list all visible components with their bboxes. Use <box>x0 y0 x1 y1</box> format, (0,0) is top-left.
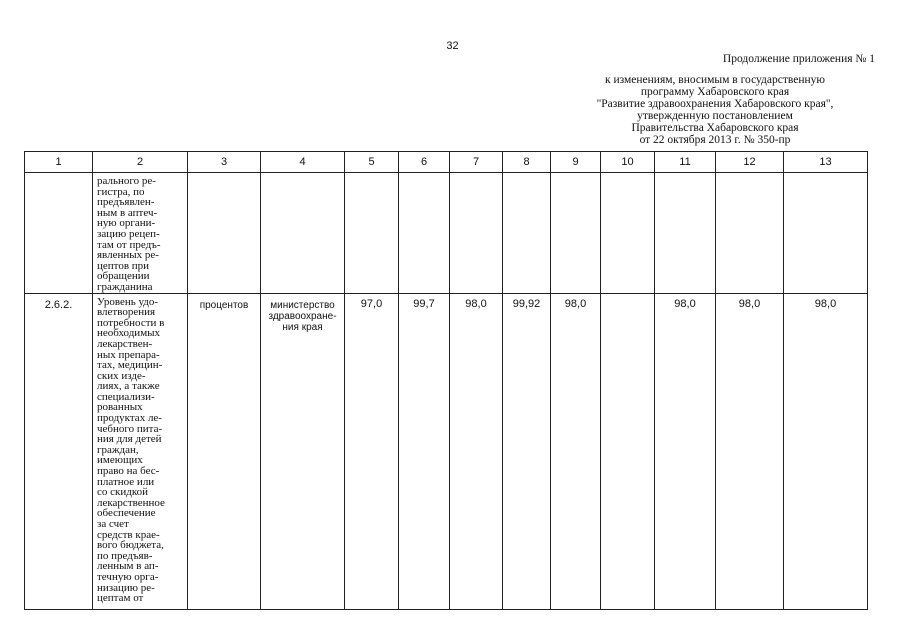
cell-value <box>655 173 716 294</box>
cell-org <box>261 293 345 609</box>
column-header: 11 <box>655 152 716 173</box>
header-line-4: "Развитие здравоохранения Хабаровского края", <box>596 98 834 110</box>
cell-value <box>399 173 450 294</box>
value-col-13: 98,0 <box>814 297 837 310</box>
cell-description <box>93 293 188 609</box>
data-table <box>24 151 868 610</box>
cell-org <box>261 173 345 294</box>
cell-value <box>551 173 601 294</box>
cell-value <box>450 173 503 294</box>
cell-value <box>345 293 399 609</box>
header-line-7: от 22 октября 2013 г. № 350-пр <box>639 134 791 146</box>
value-col-7: 98,0 <box>465 297 487 310</box>
column-header: 10 <box>601 152 655 173</box>
cell-value <box>716 173 784 294</box>
header-line-3: программу Хабаровского края <box>640 86 790 98</box>
column-header: 2 <box>93 152 188 173</box>
value-col-6: 99,7 <box>413 297 435 310</box>
column-header: 5 <box>345 152 399 173</box>
cell-value <box>345 173 399 294</box>
header-line-6: Правительства Хабаровского края <box>631 122 799 134</box>
column-header: 7 <box>450 152 503 173</box>
cell-code <box>25 293 93 609</box>
header-line-1: Продолжение приложения № 1 <box>722 53 875 65</box>
table-row <box>25 293 868 609</box>
row-code: 2.6.2. <box>44 298 73 311</box>
value-col-5: 97,0 <box>360 297 383 310</box>
responsible-org: министерство здравоохране-ния края <box>268 299 337 333</box>
value-col-11: 98,0 <box>674 297 696 310</box>
value-col-9: 98,0 <box>564 297 587 310</box>
value-col-10 <box>601 294 654 298</box>
cell-value <box>784 293 868 609</box>
column-header: 4 <box>261 152 345 173</box>
column-header: 3 <box>188 152 261 173</box>
cell-value <box>503 173 551 294</box>
header-line-5: утвержденную постановлением <box>637 110 793 122</box>
appendix-header <box>555 53 875 146</box>
cell-value <box>784 173 868 294</box>
column-header: 6 <box>399 152 450 173</box>
cell-code <box>25 173 93 294</box>
cell-value <box>450 293 503 609</box>
header-line-2: к изменениям, вносимым в государственную <box>605 74 825 86</box>
column-header: 9 <box>551 152 601 173</box>
column-header: 8 <box>503 152 551 173</box>
cell-value <box>655 293 716 609</box>
cell-value <box>551 293 601 609</box>
column-header: 1 <box>25 152 93 173</box>
column-header: 12 <box>716 152 784 173</box>
cell-value <box>399 293 450 609</box>
column-header: 13 <box>784 152 868 173</box>
cell-value <box>601 293 655 609</box>
cell-unit <box>188 173 261 294</box>
unit-label: процентов <box>199 299 249 311</box>
value-col-12: 98,0 <box>738 297 761 310</box>
row-description: рального ре- гистра, по предъявлен- ным в аптеч- ную органи- зацию рецеп- там от предъ- явленных ре- цептов при обращении гражданина <box>97 175 161 293</box>
table-header-row <box>25 152 868 173</box>
row-description: Уровень удо- влетворения потребности в необходимых лекарствен- ных препара- тах, медицин- ских изде- лиях, а также специализи- рованных продуктах ле- чебного пита- ния для детей граждан, имеющих право на бес- платное или со скидкой лекарственное обеспечение за счет средств крае- вого бюджета, по предъяв- ленным в ап- течную орга- низацию ре- цептам от <box>97 295 165 605</box>
cell-value <box>601 173 655 294</box>
value-col-8: 99,92 <box>512 297 541 310</box>
cell-unit <box>188 293 261 609</box>
page-number: 32 <box>446 40 459 52</box>
table-row <box>25 173 868 294</box>
cell-value <box>503 293 551 609</box>
cell-value <box>716 293 784 609</box>
cell-description <box>93 173 188 294</box>
